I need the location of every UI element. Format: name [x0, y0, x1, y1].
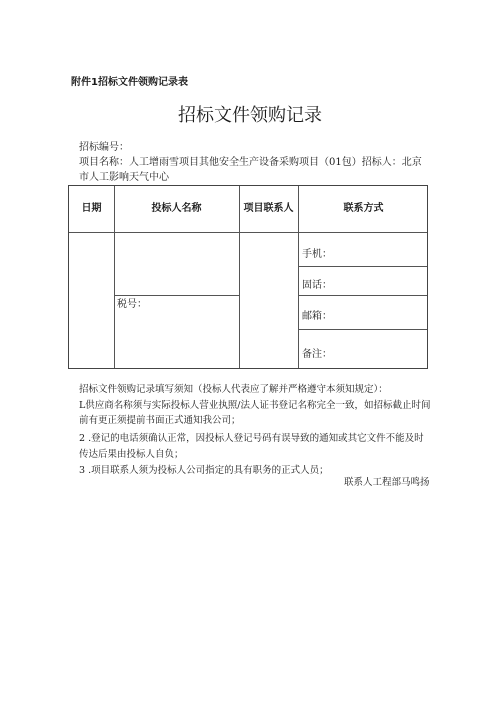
- header-contact-info: 联系方式: [343, 203, 384, 214]
- table-row-divider: [298, 266, 427, 267]
- header-project-contact: 项目联系人: [243, 203, 294, 214]
- document-title: 招标文件领购记录: [178, 105, 322, 126]
- remarks-label: 备注：: [302, 349, 332, 360]
- tender-number-label: 招标编号：: [79, 142, 129, 153]
- purchase-record-table: [68, 185, 428, 369]
- table-row-divider: [298, 295, 427, 296]
- project-name-line-2: 市人工影响天气中心: [79, 172, 169, 183]
- notes-heading: 招标文件领购记录填写须知（投标人代表应了解并严格遵守本须知规定）：: [79, 384, 388, 395]
- landline-label: 固话：: [302, 280, 332, 291]
- project-name-line-1: 项目名称：人工增雨雪项目其他安全生产设备采购项目（01包）招标人：北京: [79, 157, 422, 168]
- table-header-divider: [69, 232, 427, 233]
- note-item-2: 2 .登记的电话须确认正常，因投标人登记号码有误导致的通知或其它文件不能及时: [79, 433, 424, 444]
- email-label: 邮箱：: [302, 311, 332, 322]
- contact-person: 联系人工程部马鸣扬: [344, 477, 430, 488]
- tax-number-label: 税号：: [117, 299, 147, 310]
- header-date: 日期: [81, 203, 102, 214]
- note-item-1: L供应商名称须与实际投标人营业执照/法人证书登记名称完全一致，如招标截止时间: [79, 400, 431, 411]
- header-bidder-name: 投标人名称: [151, 203, 202, 214]
- note-item-3: 3 .项目联系人须为投标人公司指定的具有职务的正式人员；: [79, 465, 329, 476]
- note-item-2-continued: 传达后果由投标人自负；: [79, 449, 184, 460]
- table-row-divider: [298, 329, 427, 330]
- mobile-label: 手机：: [302, 249, 332, 260]
- attachment-title: 附件1招标文件领购记录表: [71, 77, 188, 88]
- note-item-1-continued: 前有更正须提前书面正式通知我公司；: [79, 415, 241, 426]
